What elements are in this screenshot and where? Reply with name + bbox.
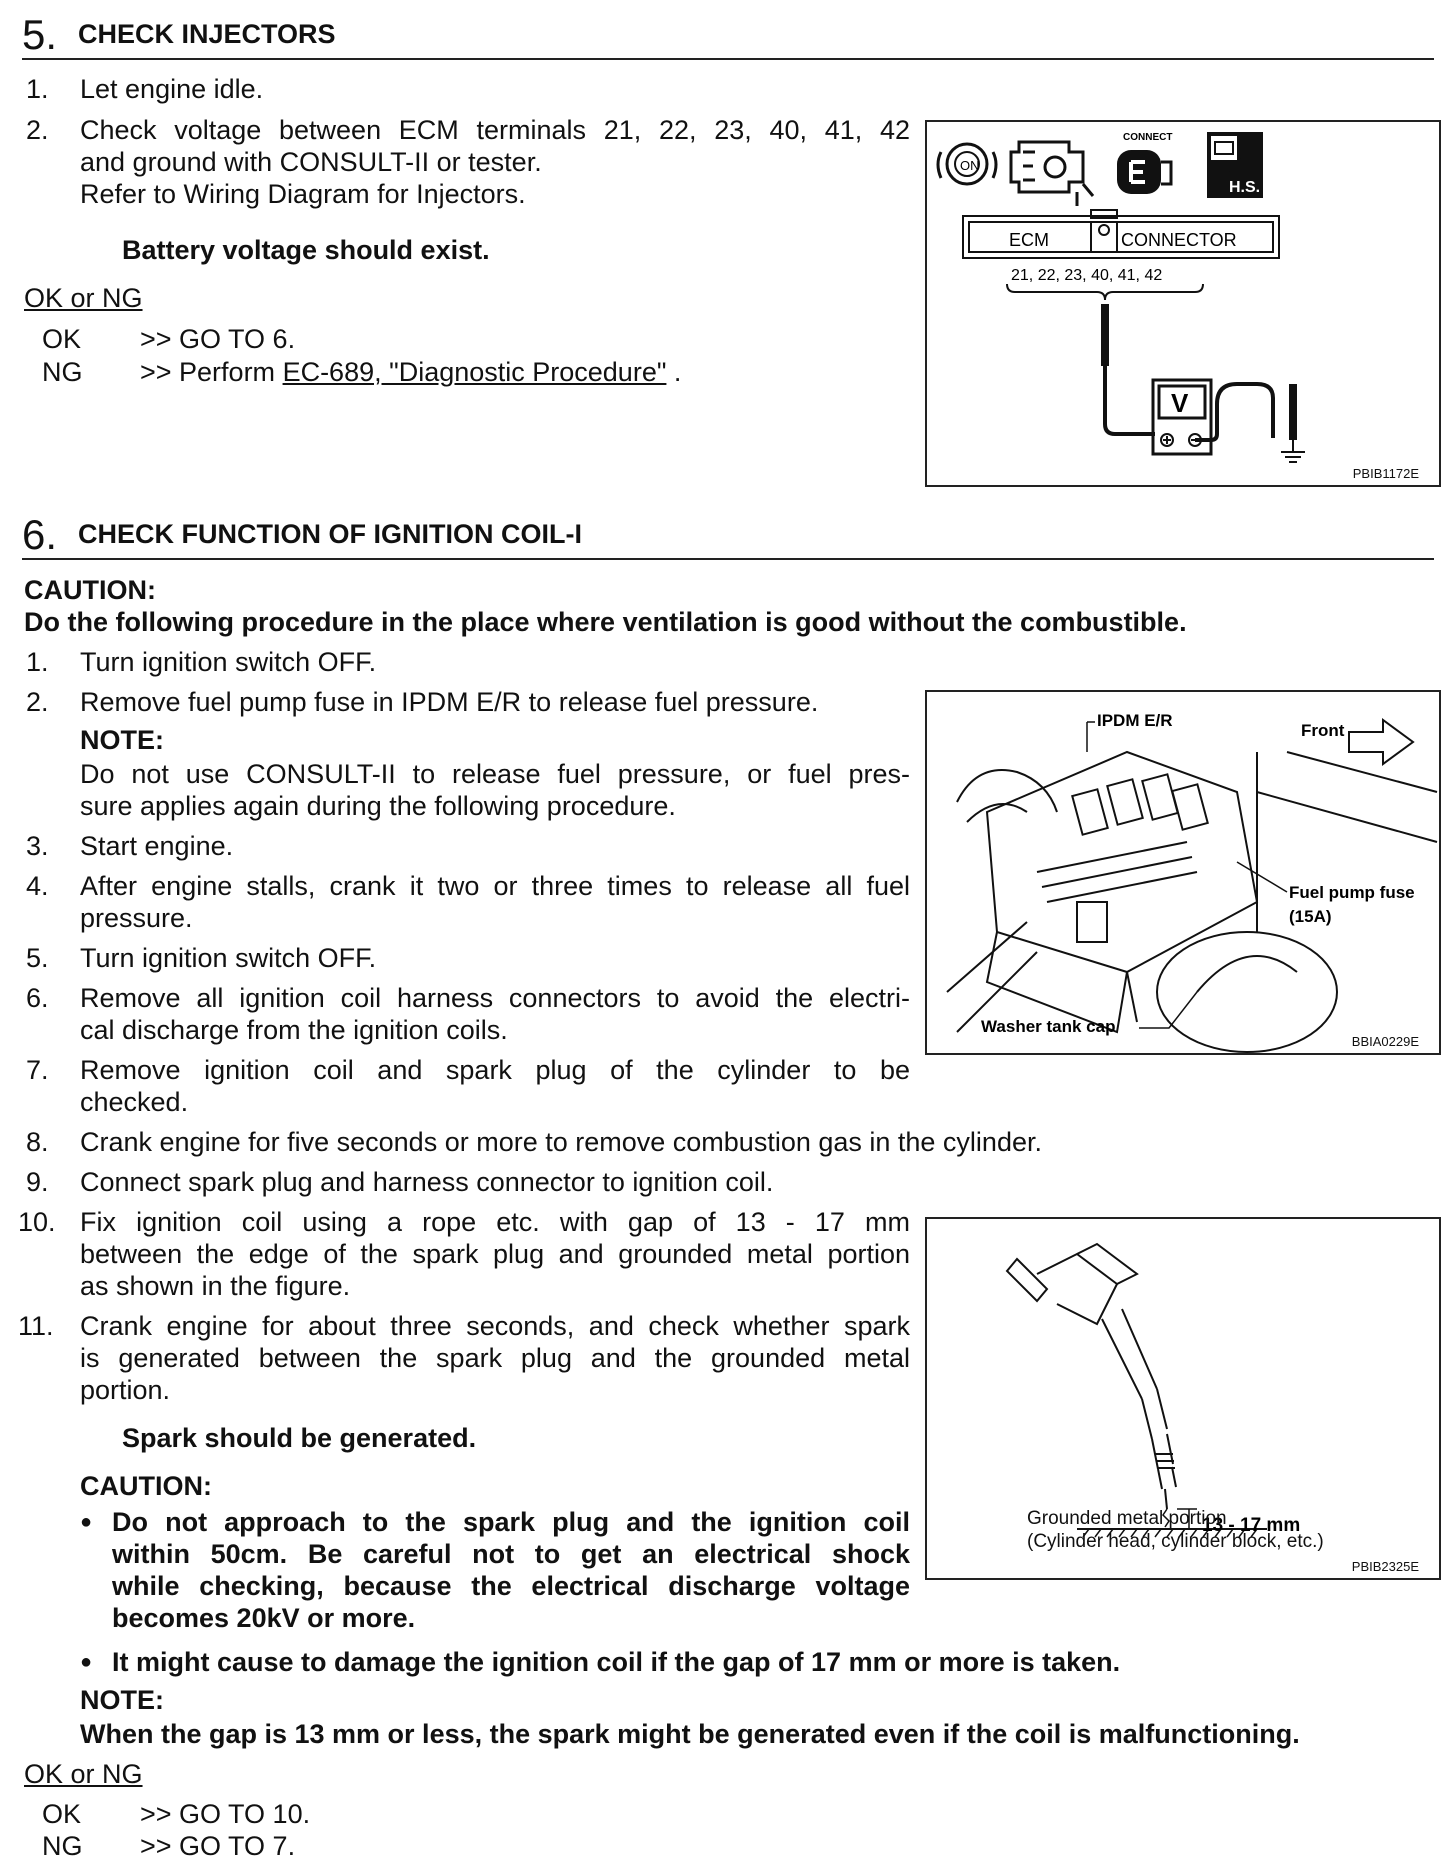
step-text: Crank engine for five seconds or more to remove combustion gas in the cylinder. <box>80 1127 1042 1157</box>
figure-id: PBIB1172E <box>1352 466 1419 481</box>
bullet-line: becomes 20kV or more. <box>112 1603 416 1633</box>
step-number: 8. <box>26 1127 49 1157</box>
ground-caption-line: (Cylinder head, cylinder block, etc.) <box>1027 1531 1324 1552</box>
hs-text: H.S. <box>1229 179 1261 196</box>
voltmeter-icon <box>1153 380 1211 454</box>
spec-text: Spark should be generated. <box>122 1423 477 1453</box>
ng-label: NG <box>42 357 83 387</box>
step-number: 1. <box>26 74 49 104</box>
bullet-line: while checking, because the electrical discharge voltage <box>112 1571 910 1601</box>
step-text: Start engine. <box>80 831 234 861</box>
ng-action-suffix: . <box>666 357 682 387</box>
probe <box>1101 304 1109 366</box>
terminals-text: 21, 22, 23, 40, 41, 42 <box>1011 267 1163 284</box>
ground-caption <box>1027 1507 1324 1553</box>
note-heading: NOTE: <box>80 725 164 755</box>
step-text: is generated between the spark plug and the grounded metal <box>80 1343 910 1373</box>
step-number: 11. <box>18 1311 54 1341</box>
step-number: 3. <box>26 831 49 861</box>
section-6-number: 6. <box>22 511 58 558</box>
step-number: 2. <box>26 115 49 145</box>
engine-icon <box>1011 142 1093 206</box>
ok-action: >> GO TO 10. <box>140 1799 311 1829</box>
step-text: pressure. <box>80 903 193 933</box>
gap-label: 13 - 17 mm <box>1202 1515 1301 1536</box>
step-number: 4. <box>26 871 49 901</box>
step-text: Turn ignition switch OFF. <box>80 943 377 973</box>
on-text: ON <box>960 158 980 173</box>
fuse-amp-label: (15A) <box>1289 907 1332 926</box>
step-text: cal discharge from the ignition coils. <box>80 1015 508 1045</box>
meter-text: V <box>1171 388 1189 418</box>
spec-text: Battery voltage should exist. <box>122 235 490 265</box>
ok-label: OK <box>42 324 82 354</box>
ground-icon <box>1281 440 1305 462</box>
ground-caption-line: Grounded metal portion <box>1027 1508 1227 1529</box>
step-number: 2. <box>26 687 49 717</box>
ignition-on-icon <box>938 144 996 184</box>
caution-heading: CAUTION: <box>24 575 156 605</box>
ignition-coil-drawing <box>1007 1244 1176 1509</box>
ipdm-fuse-diagram <box>927 692 1439 1053</box>
ng-action: >> GO TO 7. <box>140 1831 296 1861</box>
caution-bullet: It might cause to damage the ignition coil if the gap of 17 mm or more is taken. <box>112 1647 1121 1677</box>
note-text: When the gap is 13 mm or less, the spark might be generated even if the coil is malfunctioning. <box>80 1719 1300 1749</box>
step-text: Remove fuel pump fuse in IPDM E/R to release fuel pressure. <box>80 687 819 717</box>
bullet-line: within 50cm. Be careful not to get an electrical shock <box>112 1539 910 1569</box>
note-text: sure applies again during the following procedure. <box>80 791 676 821</box>
section-5-title: CHECK INJECTORS <box>78 19 336 49</box>
front-label: Front <box>1301 721 1345 740</box>
note-heading: NOTE: <box>80 1685 164 1715</box>
step-text <box>80 114 910 210</box>
ok-action: >> GO TO 6. <box>140 324 296 354</box>
step-number: 1. <box>26 647 49 677</box>
step-text: as shown in the figure. <box>80 1271 351 1301</box>
fuse-label: Fuel pump fuse <box>1289 883 1415 902</box>
washer-label: Washer tank cap <box>981 1017 1116 1036</box>
ecm-voltage-diagram <box>927 122 1439 485</box>
bullet-line: Do not approach to the spark plug and the ignition coil <box>112 1507 910 1537</box>
connector-text: CONNECTOR <box>1121 230 1237 250</box>
step-number: 9. <box>26 1167 49 1197</box>
ng-action-prefix: >> Perform <box>140 357 283 387</box>
section-5-number: 5. <box>22 11 58 58</box>
bullet-icon: ● <box>80 1651 93 1673</box>
front-arrow-icon <box>1349 720 1413 764</box>
bullet-icon: ● <box>80 1511 93 1533</box>
spark-gap-figure <box>925 1217 1441 1580</box>
caution-heading: CAUTION: <box>80 1471 212 1501</box>
ipdm-box-drawing <box>947 752 1437 1052</box>
consult-connect-icon <box>1117 132 1172 194</box>
figure-id: PBIB2325E <box>1351 1559 1419 1574</box>
ipdm-fuse-figure <box>925 690 1441 1055</box>
ok-label: OK <box>42 1799 82 1829</box>
note-text: Do not use CONSULT-II to release fuel pressure, or fuel pres- <box>80 759 910 789</box>
step-text: checked. <box>80 1087 189 1117</box>
step-text: After engine stalls, crank it two or three times to release all fuel <box>80 871 910 901</box>
diagnostic-procedure-link[interactable]: EC-689, "Diagnostic Procedure" <box>282 357 667 387</box>
step-text: Let engine idle. <box>80 74 264 104</box>
step-text: Crank engine for about three seconds, and check whether spark <box>80 1311 910 1341</box>
connect-text: CONNECT <box>1123 132 1173 143</box>
step-text: Fix ignition coil using a rope etc. with gap of 13 - 17 mm <box>80 1207 910 1237</box>
ecm-connector <box>963 210 1279 258</box>
ecm-voltage-check-figure <box>925 120 1441 487</box>
step-number: 10. <box>18 1207 56 1237</box>
step-line: Check voltage between ECM terminals 21, 22, 23, 40, 41, 42 <box>80 115 910 145</box>
step-number: 5. <box>26 943 49 973</box>
ecm-text: ECM <box>1009 230 1049 250</box>
step-text: Remove ignition coil and spark plug of the cylinder to be <box>80 1055 910 1085</box>
ok-or-ng-heading: OK or NG <box>24 283 143 313</box>
caution-text: Do the following procedure in the place where ventilation is good without the combustible. <box>24 607 1187 637</box>
step-line: Refer to Wiring Diagram for Injectors. <box>80 179 526 209</box>
tester-hs-icon <box>1207 132 1263 198</box>
caution-bullet <box>112 1506 910 1634</box>
step-number: 6. <box>26 983 49 1013</box>
step-text: Turn ignition switch OFF. <box>80 647 377 677</box>
ipdm-label: IPDM E/R <box>1097 711 1173 730</box>
step-line: and ground with CONSULT-II or tester. <box>80 147 542 177</box>
ok-or-ng-heading: OK or NG <box>24 1759 143 1789</box>
ng-label: NG <box>42 1831 83 1861</box>
step-text: between the edge of the spark plug and grounded metal portion <box>80 1239 910 1269</box>
ng-action <box>140 356 681 388</box>
step-text: portion. <box>80 1375 171 1405</box>
step-text: Remove all ignition coil harness connectors to avoid the electri- <box>80 983 910 1013</box>
section-6-title: CHECK FUNCTION OF IGNITION COIL-I <box>78 519 582 549</box>
section-6-header <box>22 510 1434 560</box>
figure-id: BBIA0229E <box>1351 1034 1419 1049</box>
section-5-header <box>22 10 1434 60</box>
step-text: Connect spark plug and harness connector to ignition coil. <box>80 1167 774 1197</box>
step-number: 7. <box>26 1055 49 1085</box>
